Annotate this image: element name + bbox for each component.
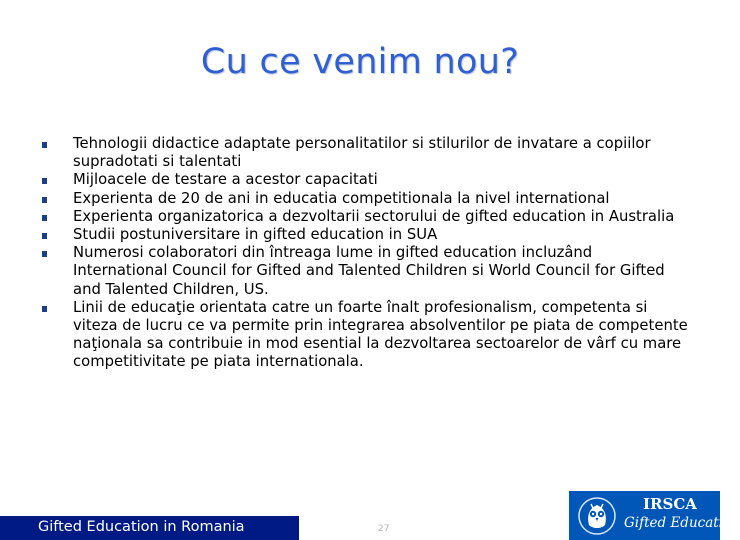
square-bullet-icon <box>42 197 47 203</box>
square-bullet-icon <box>42 251 47 257</box>
bullet-text: Numerosi colaboratori din întreaga lume in gifted education incluzând International Council for Gifted and Talented Children si World Council for Gifted and Talented Children, US. <box>73 244 665 298</box>
bullet-text: Tehnologii didactice adaptate personalitatilor si stilurilor de invatare a copiilor supradotati si talentati <box>73 135 651 171</box>
page-number: 27 <box>378 524 390 534</box>
bullet-text: Studii postuniversitare in gifted education in SUA <box>73 226 438 244</box>
square-bullet-icon <box>42 178 47 184</box>
logo-name: IRSCA <box>643 495 697 513</box>
bullet-item <box>42 299 690 372</box>
square-bullet-icon <box>42 215 47 221</box>
square-bullet-icon <box>42 233 47 239</box>
owl-logo-icon <box>577 496 617 536</box>
bullet-text: Experienta de 20 de ani in educatia competitionala la nivel international <box>73 189 610 207</box>
bullet-item <box>42 171 690 189</box>
slide-title: Cu ce venim nou? <box>200 42 520 82</box>
irsca-logo <box>569 491 740 540</box>
bullet-item <box>42 244 690 299</box>
bullet-item <box>42 190 690 208</box>
bullet-text: Experienta organizatorica a dezvoltarii sectorului de gifted education in Australia <box>73 207 675 225</box>
square-bullet-icon <box>42 142 47 148</box>
square-bullet-icon <box>42 306 47 312</box>
bullet-item <box>42 226 690 244</box>
bullet-list <box>42 135 690 372</box>
bullet-item <box>42 208 690 226</box>
bullet-text: Linii de educaţie orientata catre un foarte înalt profesionalism, competenta si viteza de lucru ce va permite prin integrarea absolventilor pe piata de competente naţionala sa contribuie in mod esential la dezvoltarea sectoarelor de vârf cu mare competitivitate pe piata internationala. <box>73 298 688 371</box>
bullet-text: Mijloacele de testare a acestor capacitati <box>73 171 378 189</box>
logo-tagline: Gifted Education <box>624 515 740 531</box>
footer-title: Gifted Education in Romania <box>38 519 245 535</box>
bullet-item <box>42 135 690 171</box>
